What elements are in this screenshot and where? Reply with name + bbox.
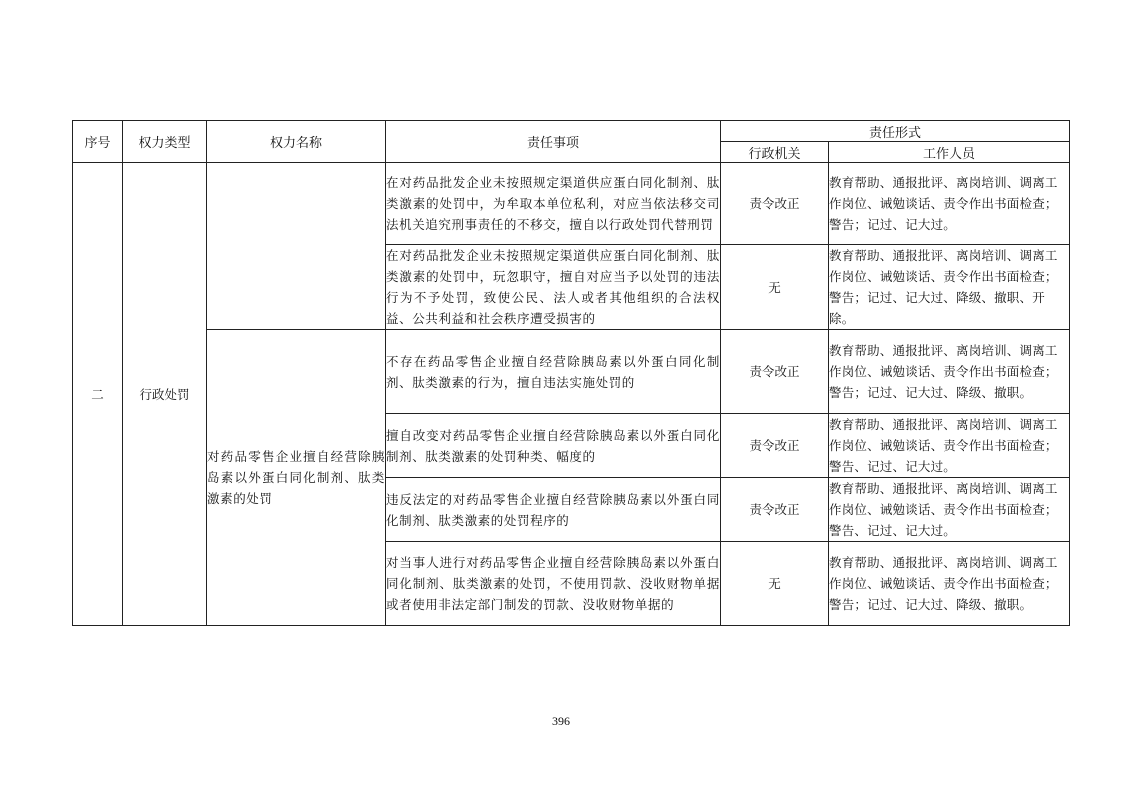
header-responsibility: 责任事项 — [386, 121, 721, 163]
header-power-name: 权力名称 — [207, 121, 386, 163]
matter-cell: 不存在药品零售企业擅自经营除胰岛素以外蛋白同化制剂、肽类激素的行为，擅自违法实施处罚的 — [386, 330, 721, 414]
header-power-type: 权力类型 — [123, 121, 207, 163]
matter-cell: 违反法定的对药品零售企业擅自经营除胰岛素以外蛋白同化制剂、肽类激素的处罚程序的 — [386, 478, 721, 542]
matter-cell: 擅自改变对药品零售企业擅自经营除胰岛素以外蛋白同化制剂、肽类激素的处罚种类、幅度的 — [386, 414, 721, 478]
header-admin-org: 行政机关 — [721, 142, 829, 163]
staff-cell: 教育帮助、通报批评、离岗培训、调离工作岗位、诫勉谈话、责令作出书面检查；警告；记过、记大过、降级、撤职。 — [829, 542, 1070, 626]
org-cell: 无 — [721, 542, 829, 626]
org-cell: 责令改正 — [721, 414, 829, 478]
table-row — [73, 330, 1070, 414]
responsibility-table — [72, 120, 1070, 626]
matter-cell: 在对药品批发企业未按照规定渠道供应蛋白同化制剂、肽类激素的处罚中，为牟取本单位私利，对应当依法移交司法机关追究刑事责任的不移交，擅自以行政处罚代替刑罚 — [386, 163, 721, 245]
staff-cell: 教育帮助、通报批评、离岗培训、调离工作岗位、诫勉谈话、责令作出书面检查；警告、记过、记大过。 — [829, 478, 1070, 542]
staff-cell: 教育帮助、通报批评、离岗培训、调离工作岗位、诫勉谈话、责令作出书面检查；警告；记过、记大过、降级、撤职、开除。 — [829, 245, 1070, 330]
header-seq: 序号 — [73, 121, 123, 163]
power-name-cell-empty — [207, 163, 386, 330]
staff-cell: 教育帮助、通报批评、离岗培训、调离工作岗位、诫勉谈话、责令作出书面检查；警告；记过、记大过。 — [829, 163, 1070, 245]
matter-cell: 对当事人进行对药品零售企业擅自经营除胰岛素以外蛋白同化制剂、肽类激素的处罚，不使用罚款、没收财物单据或者使用非法定部门制发的罚款、没收财物单据的 — [386, 542, 721, 626]
power-type-cell: 行政处罚 — [123, 163, 207, 626]
header-row-1 — [73, 121, 1070, 142]
header-staff: 工作人员 — [829, 142, 1070, 163]
power-name-cell: 对药品零售企业擅自经营除胰岛素以外蛋白同化制剂、肽类激素的处罚 — [207, 330, 386, 626]
org-cell: 责令改正 — [721, 163, 829, 245]
staff-cell: 教育帮助、通报批评、离岗培训、调离工作岗位、诫勉谈话、责令作出书面检查；警告、记过、记大过。 — [829, 414, 1070, 478]
org-cell: 责令改正 — [721, 478, 829, 542]
page-number: 396 — [552, 714, 570, 728]
org-cell: 责令改正 — [721, 330, 829, 414]
table-row — [73, 163, 1070, 245]
seq-cell: 二 — [73, 163, 123, 626]
org-cell: 无 — [721, 245, 829, 330]
header-resp-form: 责任形式 — [721, 121, 1070, 142]
matter-cell: 在对药品批发企业未按照规定渠道供应蛋白同化制剂、肽类激素的处罚中，玩忽职守，擅自对应当予以处罚的违法行为不予处罚，致使公民、法人或者其他组织的合法权益、公共利益和社会秩序遭受损害的 — [386, 245, 721, 330]
staff-cell: 教育帮助、通报批评、离岗培训、调离工作岗位、诫勉谈话、责令作出书面检查；警告；记过、记大过、降级、撤职。 — [829, 330, 1070, 414]
